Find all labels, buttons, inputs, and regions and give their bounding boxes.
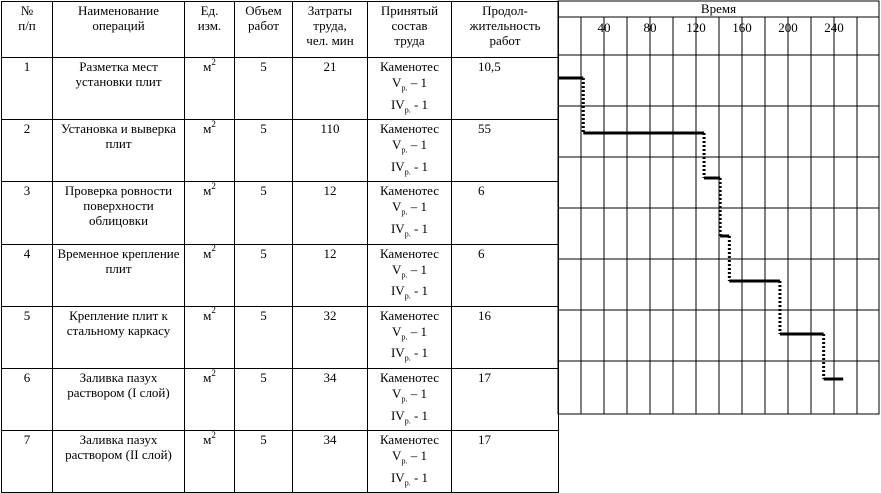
row-unit-sup: 2	[211, 181, 216, 192]
row-num-text: 3	[23, 183, 31, 199]
row-operation-text: Заливка пазух раствором (I слой)	[67, 369, 170, 400]
row-crew	[368, 431, 452, 493]
crew-line-1: Каменотес	[379, 121, 440, 137]
crew-grade-sub: р.	[404, 291, 411, 301]
row-volume-text: 5	[260, 59, 267, 74]
row-unit-sup: 2	[211, 368, 216, 378]
crew-grade-sub: р.	[401, 270, 408, 280]
row-volume-text: 5	[260, 183, 267, 199]
row-num-text: 7	[23, 432, 31, 448]
crew-grade: V	[392, 385, 402, 401]
crew-grade-sub: р.	[401, 145, 408, 155]
crew-count: – 1	[407, 385, 427, 401]
crew-count: – 1	[407, 137, 427, 153]
header-volume-text: Объем работ	[245, 3, 282, 33]
row-volume-text: 5	[260, 121, 267, 137]
crew-grade-sub: р.	[404, 167, 411, 177]
row-duration-text: 17	[478, 369, 491, 385]
crew-count: – 1	[407, 448, 427, 464]
row-num-text: 4	[23, 245, 31, 261]
time-header-title: Время	[700, 1, 737, 16]
crew-line-1: Каменотес	[379, 369, 440, 385]
crew-count: - 1	[410, 283, 429, 299]
row-unit-text: м	[203, 432, 212, 448]
crew-count: – 1	[407, 323, 427, 339]
header-num-text: № п/п	[18, 3, 36, 33]
row-operation	[53, 431, 185, 493]
crew-grade-sub: р.	[404, 478, 411, 488]
crew-count: - 1	[410, 345, 429, 361]
crew-grade: V	[392, 323, 402, 339]
header-crew-text: Принятый состав труда	[380, 3, 439, 48]
row-unit-sup: 2	[211, 57, 216, 67]
crew-grade: IV	[390, 345, 405, 361]
time-tick-label: 160	[732, 20, 752, 35]
crew-count: - 1	[410, 96, 429, 112]
row-unit-text: м	[203, 245, 212, 261]
row-unit-sup: 2	[211, 244, 216, 254]
row-labor-text: 12	[323, 183, 337, 199]
crew-grade: V	[392, 261, 402, 277]
crew-grade: IV	[390, 469, 405, 485]
row-labor	[293, 431, 368, 493]
crew-grade-sub: р.	[401, 332, 408, 342]
row-operation-text: Временное крепление плит	[57, 245, 180, 276]
crew-count: – 1	[407, 75, 427, 90]
row-unit-text: м	[203, 369, 212, 385]
row-unit-text: м	[203, 307, 212, 323]
row-num	[2, 431, 53, 493]
row-volume	[235, 431, 293, 493]
row-duration-text: 6	[478, 183, 485, 199]
row-labor-text: 110	[320, 121, 340, 137]
header-unit-text: Ед. изм.	[197, 3, 222, 33]
row-duration-text: 16	[478, 307, 491, 323]
row-duration-text: 6	[478, 245, 485, 261]
row-labor-text: 34	[323, 432, 337, 448]
row-unit-sup: 2	[211, 306, 216, 316]
crew-line-1: Каменотес	[379, 245, 440, 261]
crew-grade: V	[392, 75, 402, 90]
row-volume-text: 5	[260, 307, 267, 323]
row-unit-text: м	[203, 121, 212, 137]
row-labor-text: 32	[323, 307, 337, 323]
row-operation-text: Крепление плит к стальному каркасу	[66, 307, 171, 338]
row-volume-text: 5	[260, 432, 267, 448]
row-duration-text: 10,5	[478, 59, 501, 74]
crew-line-1: Каменотес	[379, 307, 440, 323]
time-tick-label: 80	[643, 20, 657, 35]
crew-count: - 1	[410, 469, 429, 485]
row-operation-text: Установка и выверка плит	[60, 121, 177, 152]
crew-grade: IV	[390, 96, 405, 112]
crew-grade: IV	[390, 283, 405, 299]
crew-line-1: Каменотес	[379, 59, 440, 74]
row-unit-sup: 2	[211, 119, 216, 129]
row-duration-text: 17	[478, 432, 491, 448]
crew-line-3	[370, 470, 449, 492]
row-unit-sup: 2	[211, 430, 216, 440]
row-num-text: 6	[23, 369, 31, 385]
crew-grade: V	[392, 137, 402, 153]
row-unit-text: м	[203, 59, 212, 74]
table-row	[2, 431, 559, 493]
crew-grade-sub: р.	[404, 229, 411, 239]
time-tick-label: 120	[686, 20, 706, 35]
row-labor-text: 21	[323, 59, 337, 74]
crew-grade: IV	[390, 407, 405, 423]
row-num-text: 2	[23, 121, 31, 137]
row-labor-text: 12	[323, 245, 337, 261]
header-name-text: Наименование операций	[78, 3, 159, 33]
crew-count: - 1	[410, 407, 429, 423]
crew-count: – 1	[407, 261, 427, 277]
crew-line-1: Каменотес	[379, 432, 440, 448]
crew-grade-sub: р.	[401, 83, 408, 93]
header-labor-text: Затраты труда, чел. мин	[306, 3, 354, 48]
row-num-text: 1	[23, 59, 31, 74]
row-unit-text: м	[203, 183, 212, 199]
crew-count: - 1	[410, 158, 429, 174]
crew-grade-sub: р.	[401, 456, 408, 466]
row-volume-text: 5	[260, 245, 267, 261]
crew-grade-sub: р.	[404, 105, 411, 115]
row-volume-text: 5	[260, 369, 267, 385]
crew-count: - 1	[410, 220, 429, 236]
crew-count: – 1	[407, 199, 427, 215]
row-unit	[185, 431, 235, 493]
crew-grade-sub: р.	[401, 207, 408, 217]
crew-grade: V	[392, 448, 402, 464]
time-tick-label: 240	[824, 20, 844, 35]
crew-grade: IV	[390, 220, 405, 236]
crew-grade-sub: р.	[404, 353, 411, 363]
row-duration	[452, 431, 559, 493]
time-tick-label: 200	[778, 20, 798, 35]
row-operation-text: Проверка ровности поверхности облицовки	[64, 183, 173, 229]
row-labor-text: 34	[323, 369, 337, 385]
row-duration-text: 55	[478, 121, 491, 137]
row-operation-text: Заливка пазух раствором (II слой)	[65, 432, 172, 463]
crew-grade: V	[392, 199, 402, 215]
header-duration-text: Продол- жительность работ	[469, 3, 541, 48]
crew-grade-sub: р.	[401, 394, 408, 404]
crew-line-2	[370, 448, 449, 470]
crew-grade-sub: р.	[404, 416, 411, 426]
time-tick-label: 40	[597, 20, 611, 35]
crew-line-1: Каменотес	[379, 183, 440, 199]
row-num-text: 5	[23, 307, 31, 323]
row-operation-text: Разметка мест установки плит	[75, 59, 162, 89]
crew-grade: IV	[390, 158, 405, 174]
